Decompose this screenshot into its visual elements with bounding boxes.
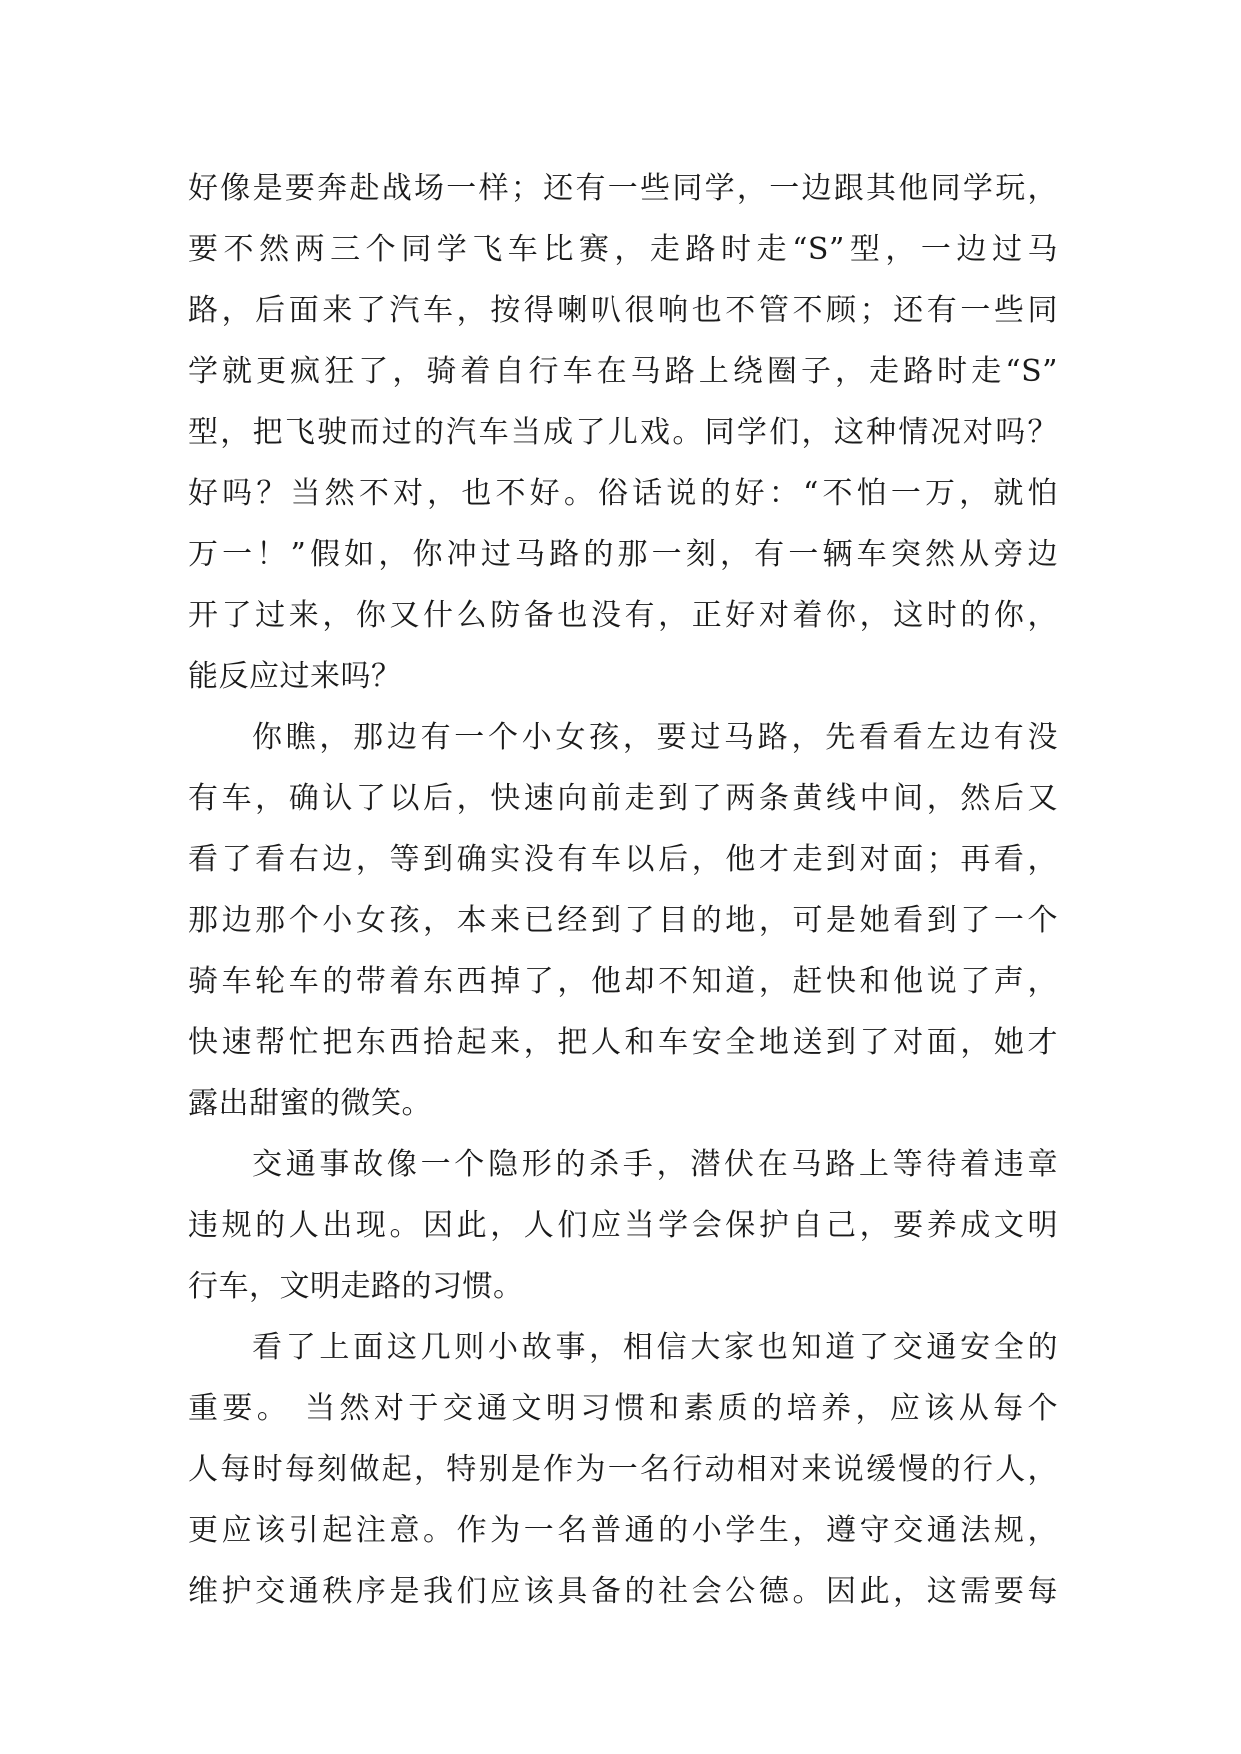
text-line: 更应该引起注意。作为一名普通的小学生，遵守交通法规， <box>188 1513 1058 1548</box>
text-line: 路，后面来了汽车，按得喇叭很响也不管不顾；还有一些同 <box>188 293 1058 328</box>
text-line: 违规的人出现。因此，人们应当学会保护自己，要养成文明 <box>188 1208 1058 1243</box>
text-line: 重要。 当然对于交通文明习惯和素质的培养，应该从每个 <box>188 1391 1058 1426</box>
text-line: 型，把飞驶而过的汽车当成了儿戏。同学们，这种情况对吗？ <box>188 415 1058 450</box>
text-line: 人每时每刻做起，特别是作为一名行动相对来说缓慢的行人， <box>188 1452 1058 1487</box>
text-line: 有车，确认了以后，快速向前走到了两条黄线中间，然后又 <box>188 781 1058 816</box>
paragraph-first-line: 你瞧，那边有一个小女孩，要过马路，先看看左边有没 <box>252 720 1058 755</box>
text-line: 好吗？当然不对，也不好。俗话说的好：“不怕一万，就怕 <box>188 476 1058 511</box>
text-line: 那边那个小女孩，本来已经到了目的地，可是她看到了一个 <box>188 903 1058 938</box>
paragraph-first-line: 看了上面这几则小故事，相信大家也知道了交通安全的 <box>252 1330 1058 1365</box>
text-line: 维护交通秩序是我们应该具备的社会公德。因此，这需要每 <box>188 1574 1058 1609</box>
text-line: 骑车轮车的带着东西掉了，他却不知道，赶快和他说了声， <box>188 964 1058 999</box>
paragraph-first-line: 交通事故像一个隐形的杀手，潜伏在马路上等待着违章 <box>252 1147 1058 1182</box>
text-line: 看了看右边，等到确实没有车以后，他才走到对面；再看， <box>188 842 1058 877</box>
text-line: 要不然两三个同学飞车比赛，走路时走“S”型，一边过马 <box>188 232 1058 267</box>
body-text <box>188 158 1058 1622</box>
text-line: 好像是要奔赴战场一样；还有一些同学，一边跟其他同学玩， <box>188 171 1058 206</box>
text-line: 快速帮忙把东西拾起来，把人和车安全地送到了对面，她才 <box>188 1025 1058 1060</box>
text-line: 开了过来，你又什么防备也没有，正好对着你，这时的你， <box>188 598 1058 633</box>
text-line: 行车，文明走路的习惯。 <box>188 1269 524 1304</box>
text-line: 万一！”假如，你冲过马路的那一刻，有一辆车突然从旁边 <box>188 537 1058 572</box>
text-line: 露出甜蜜的微笑。 <box>188 1086 432 1121</box>
text-line: 能反应过来吗？ <box>188 659 402 694</box>
text-line: 学就更疯狂了，骑着自行车在马路上绕圈子，走路时走“S” <box>188 354 1058 389</box>
